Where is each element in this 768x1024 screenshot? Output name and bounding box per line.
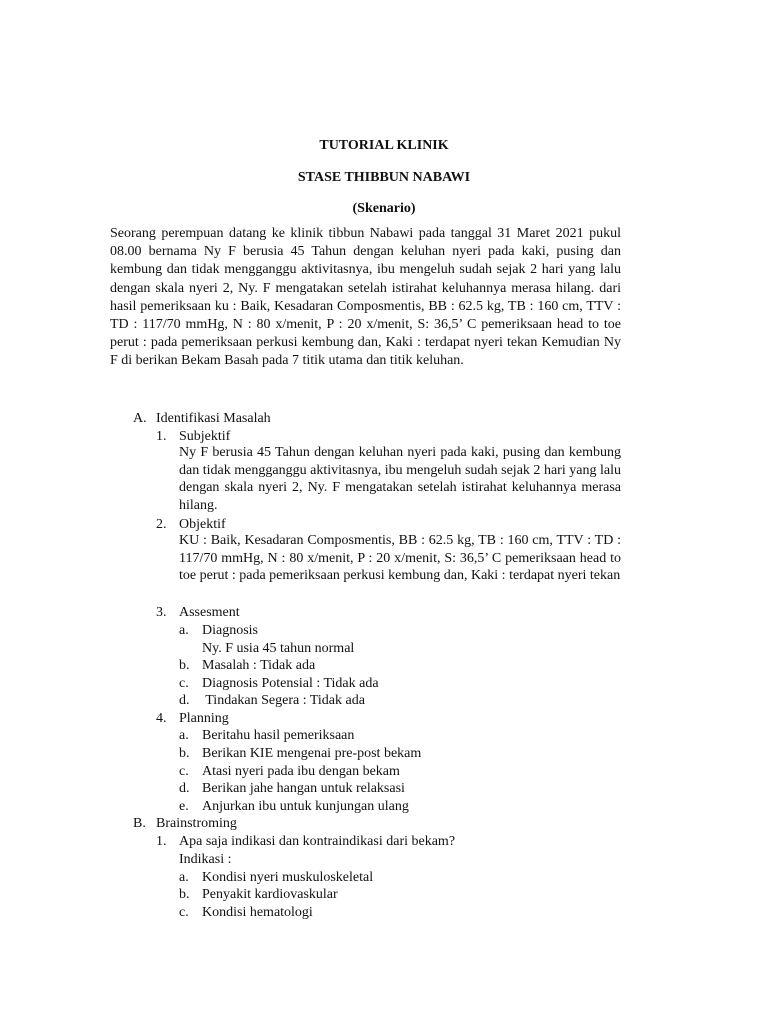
objektif-marker: 2. bbox=[156, 517, 167, 532]
indikasi-item-text: Penyakit kardiovaskular bbox=[202, 887, 338, 902]
assesment-title: Assesment bbox=[179, 605, 240, 620]
indikasi-item-marker: c. bbox=[179, 905, 189, 920]
planning-item-text: Beritahu hasil pemeriksaan bbox=[202, 728, 355, 743]
assesment-item-marker: d. bbox=[179, 693, 190, 708]
indikasi-item-marker: a. bbox=[179, 870, 189, 885]
document-subtitle: STASE THIBBUN NABAWI bbox=[297, 170, 471, 185]
indikasi-item-text: Kondisi nyeri muskuloskeletal bbox=[202, 870, 374, 885]
planning-title: Planning bbox=[179, 711, 229, 726]
assesment-item-text: Tindakan Segera : Tidak ada bbox=[202, 693, 365, 708]
scenario-label: (Skenario) bbox=[352, 201, 416, 216]
assesment-marker: 3. bbox=[156, 605, 167, 620]
section-a-title: Identifikasi Masalah bbox=[156, 411, 271, 426]
indikasi-item-text: Kondisi hematologi bbox=[202, 905, 313, 920]
assesment-item-text: Ny. F usia 45 tahun normal bbox=[202, 641, 355, 656]
section-a-marker: A. bbox=[133, 411, 147, 426]
assesment-item-text: Diagnosis Potensial : Tidak ada bbox=[202, 676, 379, 691]
document-title: TUTORIAL KLINIK bbox=[319, 138, 449, 153]
planning-item-marker: d. bbox=[179, 781, 190, 796]
planning-item-marker: e. bbox=[179, 799, 189, 814]
planning-item-marker: b. bbox=[179, 746, 190, 761]
indikasi-label: Indikasi : bbox=[179, 852, 232, 867]
planning-item-text: Anjurkan ibu untuk kunjungan ulang bbox=[202, 799, 409, 814]
question-marker: 1. bbox=[156, 834, 167, 849]
section-b-marker: B. bbox=[133, 816, 146, 831]
subjektif-marker: 1. bbox=[156, 429, 167, 444]
assesment-item-text: Diagnosis bbox=[202, 623, 258, 638]
planning-item-marker: a. bbox=[179, 728, 189, 743]
assesment-item-marker: c. bbox=[179, 676, 189, 691]
scenario-paragraph: Seorang perempuan datang ke klinik tibbun Nabawi pada tanggal 31 Maret 2021 pukul 08.00 bernama Ny F berusia 45 Tahun dengan keluhan nyeri pada kaki, pusing dan kembung dan tidak mengganggu aktivitasnya, ibu mengeluh sudah sejak 2 hari yang lalu dengan skala nyeri 2, Ny. F mengatakan setelah istirahat keluhannya merasa hilang. dari hasil pemeriksaan ku : Baik, Kesadaran Composmentis, BB : 62.5 kg, TB : 160 cm, TTV : TD : 117/70 mmHg, N : 80 x/menit, P : 20 x/menit, S: 36,5’ C pemeriksaan head to toe perut : pada pemeriksaan perkusi kembung dan, Kaki : terdapat nyeri tekan Kemudian Ny F di berikan Bekam Basah pada 7 titik utama dan titik keluhan. bbox=[110, 226, 621, 369]
subjektif-text: Ny F berusia 45 Tahun dengan keluhan nyeri pada kaki, pusing dan kembung dan tidak mengganggu aktivitasnya, ibu mengeluh sudah sejak 2 hari yang lalu dengan skala nyeri 2, Ny. F mengatakan setelah istirahat keluhannya merasa hilang. bbox=[179, 445, 621, 513]
planning-item-text: Berikan KIE mengenai pre-post bekam bbox=[202, 746, 422, 761]
section-b-title: Brainstroming bbox=[156, 816, 237, 831]
subjektif-title: Subjektif bbox=[179, 429, 231, 444]
planning-marker: 4. bbox=[156, 711, 167, 726]
objektif-title: Objektif bbox=[179, 517, 226, 532]
indikasi-item-marker: b. bbox=[179, 887, 190, 902]
assesment-item-text: Masalah : Tidak ada bbox=[202, 658, 316, 673]
planning-item-marker: c. bbox=[179, 764, 189, 779]
assesment-item-marker: b. bbox=[179, 658, 190, 673]
assesment-item-marker: a. bbox=[179, 623, 189, 638]
planning-item-text: Atasi nyeri pada ibu dengan bekam bbox=[202, 764, 400, 779]
planning-item-text: Berikan jahe hangan untuk relaksasi bbox=[202, 781, 405, 796]
question-text: Apa saja indikasi dan kontraindikasi dari bekam? bbox=[179, 834, 456, 849]
objektif-text: KU : Baik, Kesadaran Composmentis, BB : 62.5 kg, TB : 160 cm, TTV : TD : 117/70 mmHg, N : 80 x/menit, P : 20 x/menit, S: 36,5’ C pemeriksaan head to toe perut : pada pemeriksaan perkusi kembung dan, Kaki : terdapat nyeri tekan bbox=[179, 533, 621, 584]
